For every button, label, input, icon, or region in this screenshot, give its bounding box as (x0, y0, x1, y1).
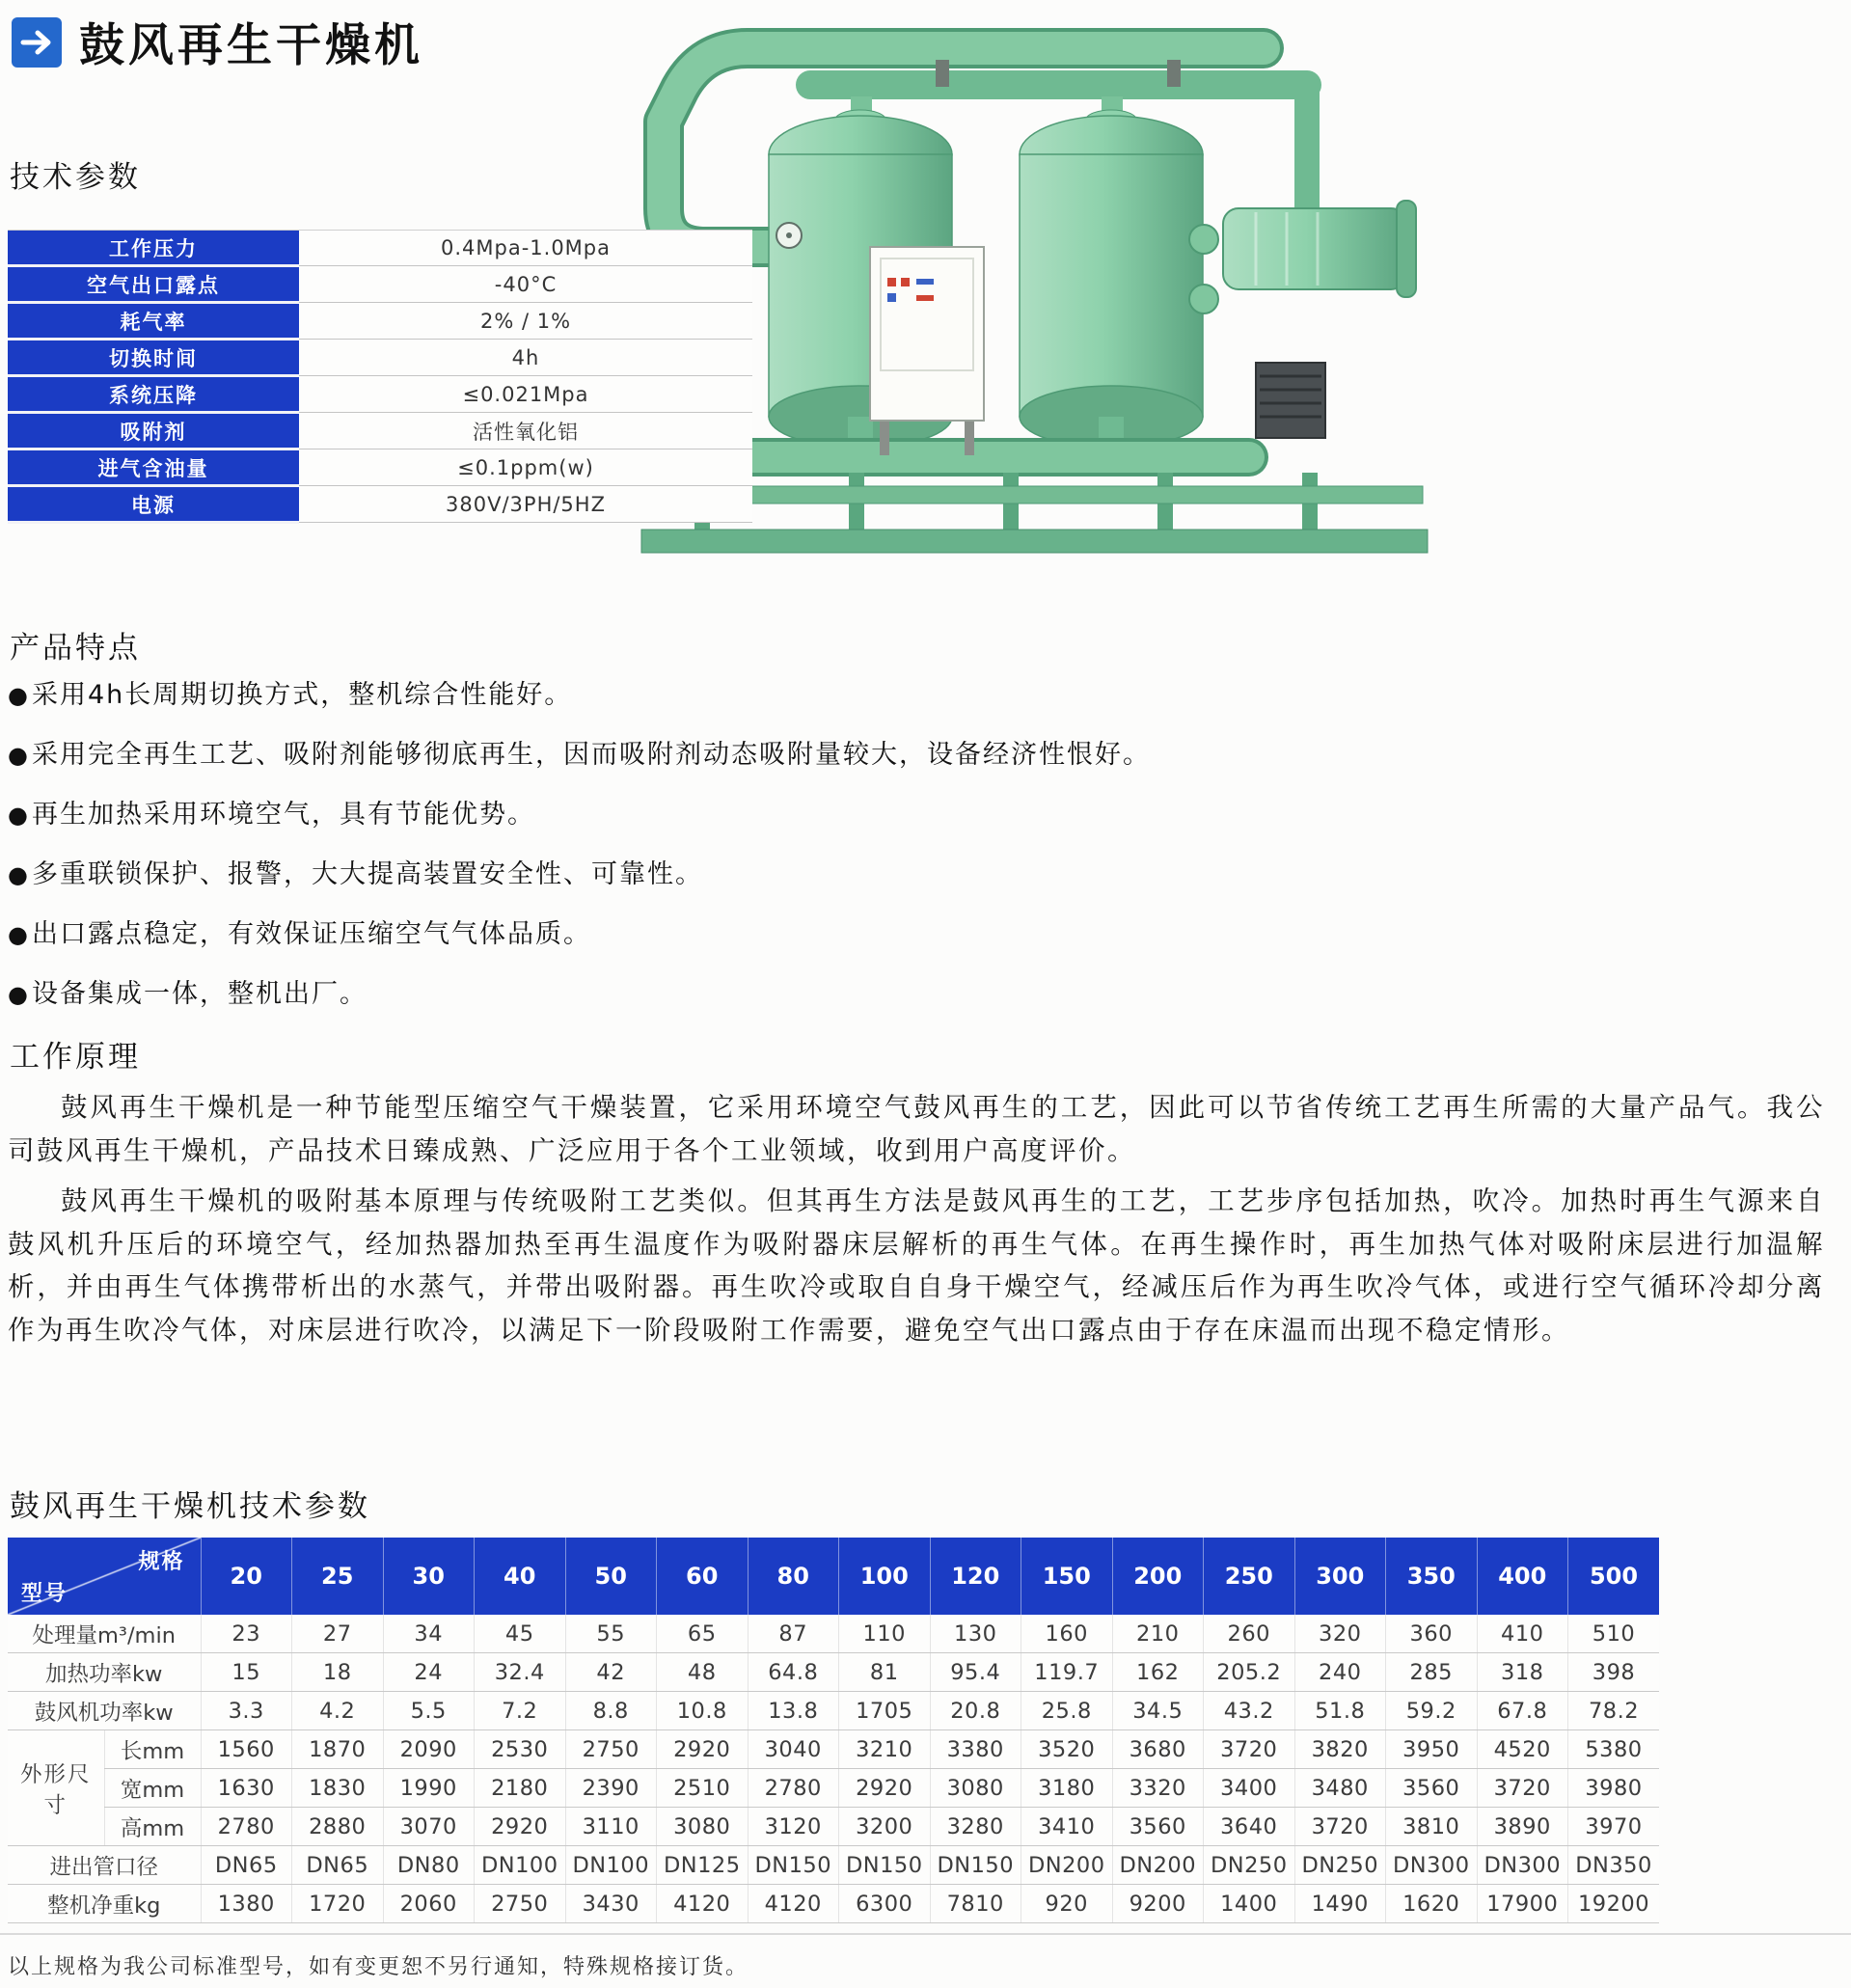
spec-cell: 398 (1568, 1653, 1660, 1692)
feature-item: ●采用4h长周期切换方式，整机综合性能好。 (8, 680, 573, 710)
spec-cell: DN350 (1568, 1846, 1660, 1885)
spec-cell: 2920 (475, 1808, 566, 1846)
spec-cell: 3110 (565, 1808, 657, 1846)
page-title: 鼓风再生干燥机 (79, 19, 423, 72)
spec-cell: 3200 (839, 1808, 931, 1846)
spec-row-label: 加热功率kw (8, 1653, 201, 1692)
spec-cell: 2510 (657, 1769, 749, 1808)
spec-cell: 7.2 (475, 1692, 566, 1730)
spec-cell: 7810 (930, 1885, 1021, 1923)
spec-cell: 3.3 (201, 1692, 292, 1730)
spec-cell: 1490 (1294, 1885, 1386, 1923)
tech-param-row (8, 231, 752, 266)
spec-table-body (8, 1615, 1659, 1923)
spec-cell: 2390 (565, 1769, 657, 1808)
spec-table-heading: 鼓风再生干燥机技术参数 (10, 1489, 370, 1524)
bullet-icon: ● (8, 921, 30, 948)
spec-model-header: 20 (201, 1538, 292, 1615)
spec-row-label: 鼓风机功率kw (8, 1692, 201, 1730)
spec-cell: 1400 (1204, 1885, 1295, 1923)
bullet-icon: ● (8, 861, 30, 888)
spec-cell: DN65 (201, 1846, 292, 1885)
spec-cell: 4.2 (292, 1692, 384, 1730)
feature-item: ●采用完全再生工艺、吸附剂能够彻底再生，因而吸附剂动态吸附量较大，设备经济性恨好。 (8, 740, 1151, 770)
feature-item: ●多重联锁保护、报警，大大提高装置安全性、可靠性。 (8, 859, 703, 889)
spec-cell: 3480 (1294, 1769, 1386, 1808)
spec-cell: 95.4 (930, 1653, 1021, 1692)
spec-cell: DN200 (1021, 1846, 1113, 1885)
page-header (12, 10, 423, 74)
corner-label-model: 型号 (21, 1582, 68, 1606)
spec-cell: DN300 (1477, 1846, 1568, 1885)
spec-cell: 3320 (1112, 1769, 1204, 1808)
spec-model-header: 200 (1112, 1538, 1204, 1615)
spec-cell: 2530 (475, 1730, 566, 1769)
spec-row (8, 1692, 1659, 1730)
bullet-icon: ● (8, 981, 30, 1008)
tech-param-row (8, 413, 752, 449)
spec-cell: 3120 (748, 1808, 839, 1846)
spec-cell: 285 (1386, 1653, 1478, 1692)
spec-cell: DN125 (657, 1846, 749, 1885)
spec-cell: 87 (748, 1615, 839, 1653)
feature-item: ●再生加热采用环境空气，具有节能优势。 (8, 800, 535, 830)
bullet-icon: ● (8, 742, 30, 769)
spec-row-label: 长mm (104, 1730, 201, 1769)
spec-cell: 23 (201, 1615, 292, 1653)
spec-cell: 3400 (1204, 1769, 1295, 1808)
spec-cell: 1560 (201, 1730, 292, 1769)
param-value: 0.4Mpa-1.0Mpa (299, 231, 752, 266)
spec-cell: 3820 (1294, 1730, 1386, 1769)
spec-cell: DN150 (839, 1846, 931, 1885)
spec-table (8, 1538, 1659, 1923)
spec-cell: 2060 (383, 1885, 475, 1923)
spec-cell: 1630 (201, 1769, 292, 1808)
spec-cell: 3430 (565, 1885, 657, 1923)
spec-cell: 13.8 (748, 1692, 839, 1730)
spec-cell: 3080 (930, 1769, 1021, 1808)
spec-cell: DN150 (748, 1846, 839, 1885)
spec-cell: 3380 (930, 1730, 1021, 1769)
feature-item: ●设备集成一体，整机出厂。 (8, 979, 367, 1009)
spec-cell: 2920 (839, 1769, 931, 1808)
spec-model-header: 250 (1204, 1538, 1295, 1615)
spec-cell: 5.5 (383, 1692, 475, 1730)
param-label: 工作压力 (8, 231, 299, 266)
spec-cell: 9200 (1112, 1885, 1204, 1923)
spec-cell: DN100 (565, 1846, 657, 1885)
tech-params-heading: 技术参数 (10, 160, 141, 195)
tech-param-row (8, 266, 752, 303)
principle-heading: 工作原理 (10, 1040, 141, 1075)
spec-cell: 3720 (1477, 1769, 1568, 1808)
heat-exchanger (1223, 201, 1416, 297)
tech-param-row (8, 376, 752, 413)
spec-row (8, 1730, 1659, 1769)
spec-cell: 20.8 (930, 1692, 1021, 1730)
spec-cell: 510 (1568, 1615, 1660, 1653)
spec-cell: 43.2 (1204, 1692, 1295, 1730)
spec-cell: 3410 (1021, 1808, 1113, 1846)
principle-paragraph: 鼓风再生干燥机是一种节能型压缩空气干燥装置，它采用环境空气鼓风再生的工艺，因此可以节省传统工艺再生所需的大量产品气。我公司鼓风再生干燥机，产品技术日臻成熟、广泛应用于各个工业领域，收到用户高度评价。 (8, 1092, 1825, 1166)
spec-cell: 59.2 (1386, 1692, 1478, 1730)
footer-note: 以上规格为我公司标准型号，如有变更恕不另行通知，特殊规格接订货。 (8, 1955, 749, 1979)
spec-cell: DN100 (475, 1846, 566, 1885)
spec-cell: 1830 (292, 1769, 384, 1808)
spec-cell: 45 (475, 1615, 566, 1653)
spec-row-label: 整机净重kg (8, 1885, 201, 1923)
param-label: 电源 (8, 486, 299, 523)
spec-cell: 81 (839, 1653, 931, 1692)
spec-cell: 3980 (1568, 1769, 1660, 1808)
arrow-right-icon (12, 17, 62, 68)
spec-cell: 205.2 (1204, 1653, 1295, 1692)
spec-cell: 65 (657, 1615, 749, 1653)
spec-model-header: 350 (1386, 1538, 1478, 1615)
spec-cell: 410 (1477, 1615, 1568, 1653)
spec-cell: 55 (565, 1615, 657, 1653)
spec-model-header: 500 (1568, 1538, 1660, 1615)
spec-cell: 2780 (201, 1808, 292, 1846)
spec-cell: 3210 (839, 1730, 931, 1769)
spec-cell: 1705 (839, 1692, 931, 1730)
spec-cell: 19200 (1568, 1885, 1660, 1923)
spec-cell: 3950 (1386, 1730, 1478, 1769)
spec-cell: 64.8 (748, 1653, 839, 1692)
spec-cell: DN250 (1204, 1846, 1295, 1885)
spec-cell: 3970 (1568, 1808, 1660, 1846)
spec-cell: DN300 (1386, 1846, 1478, 1885)
spec-cell: 48 (657, 1653, 749, 1692)
spec-model-header: 400 (1477, 1538, 1568, 1615)
spec-cell: 8.8 (565, 1692, 657, 1730)
spec-cell: DN250 (1294, 1846, 1386, 1885)
spec-cell: DN150 (930, 1846, 1021, 1885)
spec-row-label: 处理量m³/min (8, 1615, 201, 1653)
spec-cell: 1720 (292, 1885, 384, 1923)
principle-text (8, 1086, 1825, 1359)
spec-cell: 162 (1112, 1653, 1204, 1692)
features-list (8, 673, 1151, 1032)
param-value: 4h (299, 340, 752, 376)
spec-cell: 260 (1204, 1615, 1295, 1653)
tech-param-row (8, 486, 752, 523)
param-value: 380V/3PH/5HZ (299, 486, 752, 523)
spec-cell: 51.8 (1294, 1692, 1386, 1730)
spec-cell: 119.7 (1021, 1653, 1113, 1692)
spec-cell: 3810 (1386, 1808, 1478, 1846)
spec-cell: 78.2 (1568, 1692, 1660, 1730)
spec-cell: DN200 (1112, 1846, 1204, 1885)
spec-cell: 318 (1477, 1653, 1568, 1692)
param-label: 切换时间 (8, 340, 299, 376)
tech-params-table (8, 230, 752, 524)
spec-cell: 6300 (839, 1885, 931, 1923)
spec-cell: 3180 (1021, 1769, 1113, 1808)
spec-cell: 34.5 (1112, 1692, 1204, 1730)
param-label: 空气出口露点 (8, 266, 299, 303)
spec-cell: 4520 (1477, 1730, 1568, 1769)
spec-cell: 25.8 (1021, 1692, 1113, 1730)
spec-row-label: 进出管口径 (8, 1846, 201, 1885)
spec-model-header: 25 (292, 1538, 384, 1615)
spec-cell: 130 (930, 1615, 1021, 1653)
spec-cell: 110 (839, 1615, 931, 1653)
spec-row (8, 1808, 1659, 1846)
spec-cell: 240 (1294, 1653, 1386, 1692)
spec-cell: 2750 (475, 1885, 566, 1923)
spec-model-header: 80 (748, 1538, 839, 1615)
spec-cell: 3280 (930, 1808, 1021, 1846)
tech-param-row (8, 449, 752, 486)
spec-cell: 24 (383, 1653, 475, 1692)
param-value: 2% / 1% (299, 303, 752, 340)
spec-cell: 1380 (201, 1885, 292, 1923)
spec-cell: 1990 (383, 1769, 475, 1808)
spec-row-label: 宽mm (104, 1769, 201, 1808)
pipework (664, 48, 1307, 247)
spec-cell: 10.8 (657, 1692, 749, 1730)
spec-cell: 3680 (1112, 1730, 1204, 1769)
spec-group-label: 外形尺寸 (8, 1730, 104, 1846)
spec-cell: 360 (1386, 1615, 1478, 1653)
spec-cell: 3560 (1112, 1808, 1204, 1846)
spec-cell: 2090 (383, 1730, 475, 1769)
spec-row (8, 1885, 1659, 1923)
spec-cell: 3080 (657, 1808, 749, 1846)
spec-cell: 2880 (292, 1808, 384, 1846)
spec-cell: 4120 (748, 1885, 839, 1923)
spec-cell: 42 (565, 1653, 657, 1692)
feature-item: ●出口露点稳定，有效保证压缩空气气体品质。 (8, 919, 591, 949)
spec-cell: 1870 (292, 1730, 384, 1769)
adsorber-tank-right (1020, 110, 1218, 448)
spec-cell: 2750 (565, 1730, 657, 1769)
principle-paragraph: 鼓风再生干燥机的吸附基本原理与传统吸附工艺类似。但其再生方法是鼓风再生的工艺，工艺步序包括加热，吹冷。加热时再生气源来自鼓风机升压后的环境空气，经加热器加热至再生温度作为吸附器床层解析的再生气体。在再生操作时，再生加热气体对吸附床层进行加温解析，并由再生气体携带析出的水蒸气，并带出吸附器。再生吹冷或取自自身干燥空气，经减压后作为再生吹冷气体，或进行空气循环冷却分离作为再生吹冷气体，对床层进行吹冷，以满足下一阶段吸附工作需要，避免空气出口露点由于存在床温而出现不稳定情形。 (8, 1185, 1825, 1346)
spec-cell: 210 (1112, 1615, 1204, 1653)
spec-row (8, 1653, 1659, 1692)
param-label: 耗气率 (8, 303, 299, 340)
param-value: 活性氧化铝 (299, 413, 752, 449)
spec-cell: 3070 (383, 1808, 475, 1846)
spec-model-header: 60 (657, 1538, 749, 1615)
spec-model-header: 30 (383, 1538, 475, 1615)
spec-model-header: 300 (1294, 1538, 1386, 1615)
spec-cell: 4120 (657, 1885, 749, 1923)
spec-cell: 17900 (1477, 1885, 1568, 1923)
spec-cell: 320 (1294, 1615, 1386, 1653)
spec-cell: 34 (383, 1615, 475, 1653)
param-label: 系统压降 (8, 376, 299, 413)
spec-cell: 2920 (657, 1730, 749, 1769)
spec-row-label: 高mm (104, 1808, 201, 1846)
spec-row (8, 1769, 1659, 1808)
spec-cell: 160 (1021, 1615, 1113, 1653)
spec-cell: 3520 (1021, 1730, 1113, 1769)
footer-divider (0, 1933, 1851, 1935)
spec-cell: 920 (1021, 1885, 1113, 1923)
tech-params-body (8, 231, 752, 523)
param-value: ≤0.021Mpa (299, 376, 752, 413)
spec-corner-cell (8, 1538, 201, 1615)
bullet-icon: ● (8, 802, 30, 829)
spec-model-header: 150 (1021, 1538, 1113, 1615)
spec-cell: DN65 (292, 1846, 384, 1885)
spec-cell: 3720 (1294, 1808, 1386, 1846)
spec-cell: 67.8 (1477, 1692, 1568, 1730)
tech-param-row (8, 303, 752, 340)
spec-cell: 2780 (748, 1769, 839, 1808)
spec-header-row (8, 1538, 1659, 1615)
spec-cell: DN80 (383, 1846, 475, 1885)
spec-row (8, 1846, 1659, 1885)
spec-cell: 27 (292, 1615, 384, 1653)
spec-cell: 3720 (1204, 1730, 1295, 1769)
spec-cell: 3560 (1386, 1769, 1478, 1808)
spec-model-header: 40 (475, 1538, 566, 1615)
tech-param-row (8, 340, 752, 376)
spec-cell: 3640 (1204, 1808, 1295, 1846)
spec-row (8, 1615, 1659, 1653)
spec-cell: 3040 (748, 1730, 839, 1769)
spec-cell: 2180 (475, 1769, 566, 1808)
param-value: -40°C (299, 266, 752, 303)
param-label: 进气含油量 (8, 449, 299, 486)
bullet-icon: ● (8, 682, 30, 709)
spec-cell: 32.4 (475, 1653, 566, 1692)
spec-model-header: 100 (839, 1538, 931, 1615)
features-heading: 产品特点 (10, 631, 141, 666)
param-label: 吸附剂 (8, 413, 299, 449)
spec-cell: 15 (201, 1653, 292, 1692)
spec-model-header: 120 (930, 1538, 1021, 1615)
param-value: ≤0.1ppm(w) (299, 449, 752, 486)
spec-cell: 18 (292, 1653, 384, 1692)
spec-model-header: 50 (565, 1538, 657, 1615)
corner-label-spec: 规格 (138, 1550, 185, 1574)
spec-cell: 5380 (1568, 1730, 1660, 1769)
spec-cell: 3890 (1477, 1808, 1568, 1846)
spec-cell: 1620 (1386, 1885, 1478, 1923)
